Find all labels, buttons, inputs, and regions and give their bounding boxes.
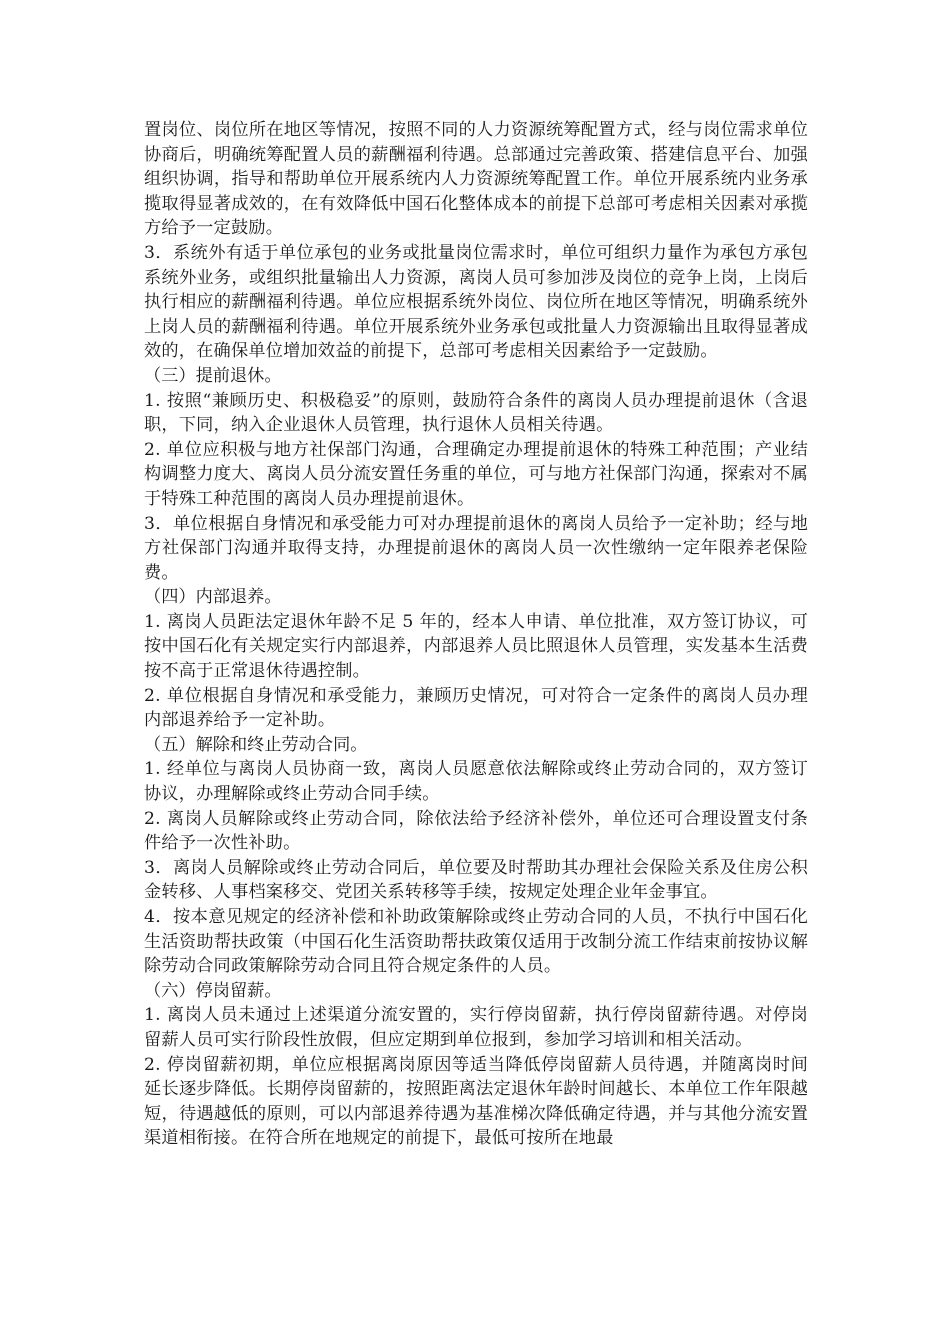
paragraph-early-retirement-1: 1. 按照“兼顾历史、积极稳妥”的原则，鼓励符合条件的离岗人员办理提前退休（含退职，下同，纳入企业退休人员管理，执行退休人员相关待遇。 — [144, 390, 808, 436]
paragraph-suspended-post-2: 2. 停岗留薪初期，单位应根据离岗原因等适当降低停岗留薪人员待遇，并随离岗时间延长逐步降低。长期停岗留薪的，按照距离法定退休年龄时间越长、本单位工作年限越短，待遇越低的原则，可以内部退养待遇为基准梯次降低确定待遇，并与其他分流安置渠道相衔接。在符合所在地规定的前提下，最低可按所在地最 — [144, 1054, 808, 1149]
section-heading-early-retirement: （三）提前退休。 — [144, 365, 282, 386]
paragraph-contract-termination-3: 3．离岗人员解除或终止劳动合同后，单位要及时帮助其办理社会保险关系及住房公积金转移、人事档案移交、党团关系转移等手续，按规定处理企业年金事宜。 — [144, 857, 808, 903]
document-page — [144, 118, 808, 1151]
paragraph-contract-termination-2: 2. 离岗人员解除或终止劳动合同，除依法给予经济补偿外，单位还可合理设置支付条件给予一次性补助。 — [144, 808, 808, 854]
paragraph-staffing-allocation: 置岗位、岗位所在地区等情况，按照不同的人力资源统筹配置方式，经与岗位需求单位协商后，明确统筹配置人员的薪酬福利待遇。总部通过完善政策、搭建信息平台、加强组织协调，指导和帮助单位开展系统内人力资源统筹配置工作。单位开展系统内业务承揽取得显著成效的，在有效降低中国石化整体成本的前提下总部可考虑相关因素对承揽方给予一定鼓励。 — [144, 120, 808, 239]
section-heading-contract-termination: （五）解除和终止劳动合同。 — [144, 734, 368, 755]
paragraph-early-retirement-2: 2. 单位应积极与地方社保部门沟通，合理确定办理提前退休的特殊工种范围；产业结构调整力度大、离岗人员分流安置任务重的单位，可与地方社保部门沟通，探索对不属于特殊工种范围的离岗人员办理提前退休。 — [144, 439, 808, 509]
section-heading-internal-retirement: （四）内部退养。 — [144, 587, 282, 608]
paragraph-early-retirement-3: 3．单位根据自身情况和承受能力可对办理提前退休的离岗人员给予一定补助；经与地方社保部门沟通并取得支持，办理提前退休的离岗人员一次性缴纳一定年限养老保险费。 — [144, 513, 808, 583]
paragraph-contract-termination-1: 1. 经单位与离岗人员协商一致，离岗人员愿意依法解除或终止劳动合同的，双方签订协议，办理解除或终止劳动合同手续。 — [144, 759, 808, 805]
paragraph-internal-retirement-1: 1. 离岗人员距法定退休年龄不足 5 年的，经本人申请、单位批准，双方签订协议，可按中国石化有关规定实行内部退养，内部退养人员比照退休人员管理，实发基本生活费按不高于正常退休待遇控制。 — [144, 611, 808, 682]
paragraph-internal-retirement-2: 2. 单位根据自身情况和承受能力，兼顾历史情况，可对符合一定条件的离岗人员办理内部退养给予一定补助。 — [144, 685, 808, 731]
paragraph-external-contracting: 3．系统外有适于单位承包的业务或批量岗位需求时，单位可组织力量作为承包方承包系统外业务，或组织批量输出人力资源，离岗人员可参加涉及岗位的竞争上岗，上岗后执行相应的薪酬福利待遇。单位应根据系统外岗位、岗位所在地区等情况，明确系统外上岗人员的薪酬福利待遇。单位开展系统外业务承包或批量人力资源输出且取得显著成效的，在确保单位增加效益的前提下，总部可考虑相关因素给予一定鼓励。 — [144, 242, 808, 362]
paragraph-suspended-post-1: 1. 离岗人员未通过上述渠道分流安置的，实行停岗留薪，执行停岗留薪待遇。对停岗留薪人员可实行阶段性放假，但应定期到单位报到，参加学习培训和相关活动。 — [144, 1005, 808, 1050]
paragraph-contract-termination-4: 4．按本意见规定的经济补偿和补助政策解除或终止劳动合同的人员，不执行中国石化生活资助帮扶政策（中国石化生活资助帮扶政策仅适用于改制分流工作结束前按协议解 除劳动合同政策解除劳动合同且符合规定条件的人员。 — [144, 907, 808, 977]
section-heading-suspended-post: （六）停岗留薪。 — [144, 980, 282, 1001]
